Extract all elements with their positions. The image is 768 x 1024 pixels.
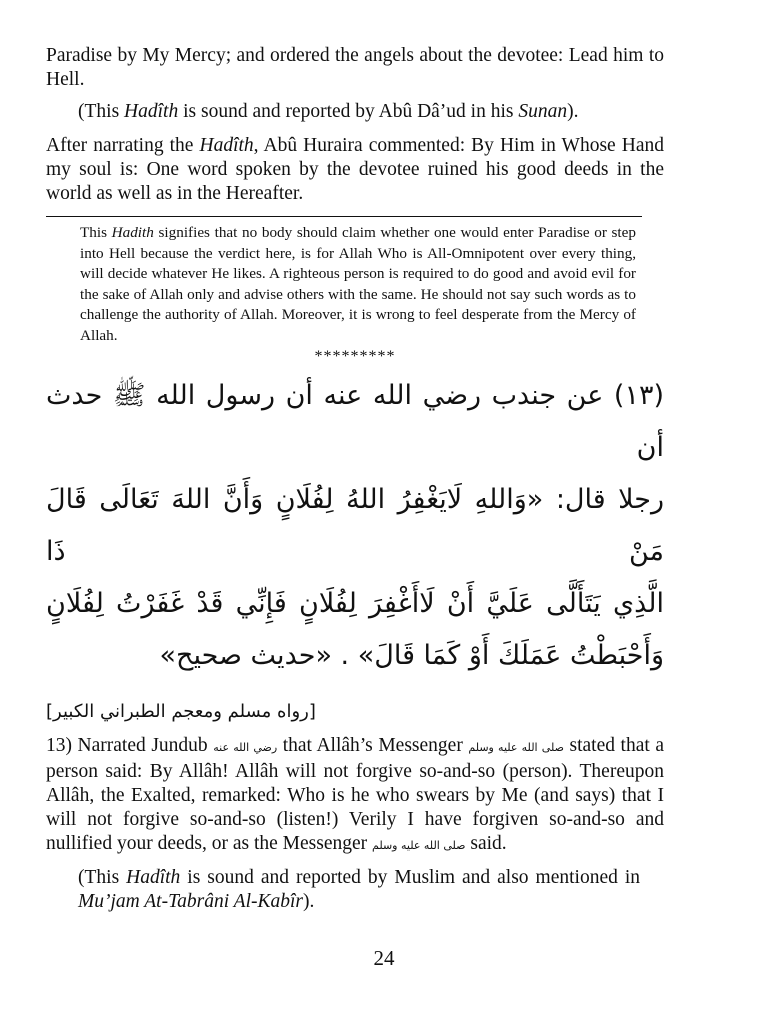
note-mid: is sound and reported by Abû Dâ’ud in his bbox=[178, 101, 519, 122]
abu-huraira-comment bbox=[46, 134, 664, 206]
page-body bbox=[46, 44, 664, 914]
note-term: Hadîth bbox=[124, 101, 179, 122]
source-note-abu-daud bbox=[46, 100, 664, 124]
arabic-hadith-text bbox=[46, 370, 664, 682]
note-close: ). bbox=[567, 101, 579, 122]
honorific-salallahu-2: صلى الله عليه وسلم bbox=[372, 839, 466, 852]
footnote bbox=[80, 223, 636, 346]
footnote-divider bbox=[46, 216, 642, 217]
footnote-start: This bbox=[80, 224, 112, 241]
comment-start: After narrating the bbox=[46, 135, 200, 156]
note2-open: (This bbox=[78, 867, 127, 888]
arabic-line-2: رجلا قال: «وَاللهِ لَايَغْفِرُ اللهُ لِفُلَانٍ وَأَنَّ اللهَ تَعَالَى قَالَ مَنْ ذَا bbox=[46, 484, 664, 567]
source-note-muslim bbox=[46, 866, 664, 914]
comment-term: Hadîth bbox=[199, 135, 254, 156]
translation-part-1: 13) Narrated Jundub bbox=[46, 735, 214, 756]
continuation-paragraph: Paradise by My Mercy; and ordered the angels about the devotee: Lead him to Hell. bbox=[46, 45, 664, 90]
comment-rest: , Abû Huraira commented: By Him in Whose Hand my soul is: One word spoken by the devotee ruined his good deeds in the world as well as in the Hereafter. bbox=[46, 135, 664, 204]
note-open: (This bbox=[78, 101, 125, 122]
footnote-rest: signifies that no body should claim whether one would enter Paradise or step into Hell because the verdict here, is for Allah Who is All-Omnipotent over every thing, will decide whatever He likes. A righteous person is required to do good and avoid evil for the sake of Allah only and advise others with the same. He should not say such words as to challenge the authority of Allah. Moreover, it is wrong to feel desperate from the Mercy of Allah. bbox=[80, 224, 636, 344]
arabic-reference: [رواه مسلم ومعجم الطبراني الكبير] bbox=[46, 701, 316, 722]
note2-close: ). bbox=[303, 891, 315, 912]
translation-part-3: stated that a person said: By Allâh! Allâh will not forgive so-and-so (person). Thereupon Allâh, the Exalted, remarked: Who is he who swears by Me (and says) that I will not forgive so-and-so (listen!) Verily I have forgiven so-and-so and nullified your deeds, or as the Messenger bbox=[46, 735, 665, 854]
note-book: Sunan bbox=[518, 101, 568, 122]
note2-book: Mu’jam At-Tabrâni Al-Kabîr bbox=[78, 891, 304, 912]
note2-term: Hadîth bbox=[126, 867, 181, 888]
page-number: 24 bbox=[373, 946, 395, 970]
translation-part-4: said. bbox=[465, 833, 507, 854]
section-separator: ********* bbox=[314, 348, 396, 365]
hadith-13-translation bbox=[46, 734, 664, 858]
honorific-salallahu: صلى الله عليه وسلم bbox=[468, 741, 564, 754]
note2-mid: is sound and reported by Muslim and also mentioned in bbox=[180, 867, 640, 888]
arabic-line-1: (١٣) عن جندب رضي الله عنه أن رسول الله ﷺ حدث أن bbox=[46, 380, 664, 463]
honorific-radiyallahu: رضي الله عنه bbox=[213, 741, 278, 754]
footnote-term: Hadith bbox=[111, 224, 154, 241]
arabic-line-4: وَأَحْبَطْتُ عَمَلَكَ أَوْ كَمَا قَالَ» . «حديث صحيح» bbox=[159, 640, 664, 671]
arabic-line-3: الَّذِي يَتَأَلَّى عَلَيَّ أَنْ لَاأَغْفِرَ لِفُلَانٍ فَإِنِّي قَدْ غَفَرْتُ لِفُلَانٍ bbox=[46, 588, 664, 619]
translation-part-2: that Allâh’s Messenger bbox=[277, 735, 469, 756]
